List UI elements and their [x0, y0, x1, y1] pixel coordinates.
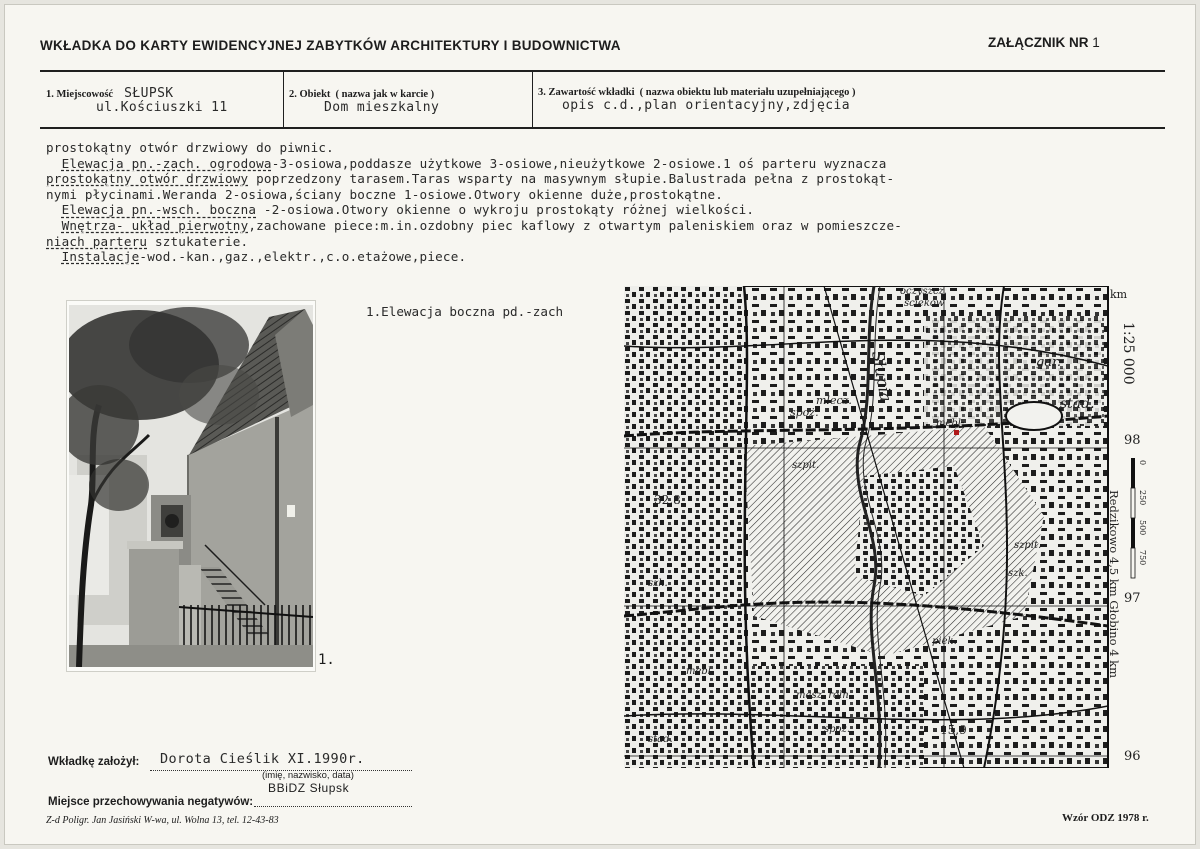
map-label-3: mlecz. — [816, 394, 852, 407]
map-label-2: Słupia — [868, 349, 896, 404]
field-object — [289, 82, 434, 101]
map-label-4: spoż. — [790, 406, 819, 419]
field-locality-label: 1. Miejscowość — [46, 89, 114, 100]
map-label-5: gar. — [1036, 355, 1061, 370]
storage-value: BBiDZ Słupsk — [268, 781, 350, 795]
field-divider-2 — [532, 72, 533, 127]
desc-heading-side-elevation: Elewacja pn.-wsch. boczna — [61, 202, 257, 218]
map-scale-tick-250: 250 — [1138, 490, 1147, 506]
map-label-7: mebl. — [936, 418, 965, 429]
map-label-12: mebl. — [686, 666, 715, 677]
desc-underlined-door: prostokątny otwór drzwiowy — [46, 171, 249, 187]
photo-caption: 1.Elewacja boczna pd.-zach — [366, 304, 564, 319]
desc-line-5: -2-osiowa.Otwory okienne o wykroju prostokąty różnej wielkości. — [256, 202, 755, 218]
annex-label-text: ZAŁĄCZNIK NR — [988, 35, 1089, 50]
map-label-17: szpit. — [1014, 540, 1042, 551]
desc-line-4: nymi płycinami.Weranda 2-osiowa,ściany boczne 1-osiowe.Otwory okienne duże,prostokątne. — [46, 186, 724, 202]
photo-number: 1. — [318, 652, 335, 668]
field-contents-label: 3. Zawartość wkładki — [538, 87, 635, 98]
map-grid-98: 98 — [1124, 433, 1141, 448]
desc-line-2: -3-osiowa,poddasze użytkowe 3-osiowe,nieużytkowe 2-osiowe.1 oś parteru wyznacza — [271, 155, 887, 171]
desc-line-7: sztukaterie. — [147, 233, 249, 249]
map-label-15: spoż. — [824, 724, 851, 735]
map-label-8: szpit. — [792, 460, 820, 471]
map-scale-tick-500: 500 — [1138, 520, 1147, 536]
founder-label: Wkładkę założył: — [48, 756, 140, 768]
field-contents — [538, 80, 856, 99]
field-object-hint: ( nazwa jak w karcie ) — [335, 89, 435, 100]
field-object-value: Dom mieszkalny — [324, 100, 440, 115]
printer-imprint: Z-d Poligr. Jan Jasiński W-wa, ul. Wolna 13, tel. 12-43-83 — [46, 815, 279, 826]
map-label-9: 32,8 — [654, 493, 681, 507]
field-locality-street: ul.Kościuszki 11 — [96, 100, 228, 115]
header-rule-bottom — [40, 127, 1165, 129]
map-label-10: szk. — [648, 578, 668, 589]
map-grid-96: 96 — [1124, 749, 1141, 764]
map-label-16: 15,9 — [940, 723, 967, 737]
map-scale-tick-750: 750 — [1138, 550, 1147, 566]
field-locality-value: SŁUPSK — [124, 86, 174, 101]
map-label-18: szk. — [1008, 568, 1028, 579]
storage-label: Miejsce przechowywania negatywów: — [48, 796, 254, 808]
field-locality — [46, 82, 174, 101]
building-photo — [66, 300, 316, 672]
map-label-13: masz. roln. — [796, 690, 852, 701]
desc-underlined-rooms: niach parteru — [46, 233, 148, 249]
desc-indent — [46, 218, 62, 233]
map-scale-tick-0: 0 — [1138, 460, 1147, 466]
field-contents-value: opis c.d.,plan orientacyjny,zdjęcia — [562, 98, 850, 113]
annex-label — [988, 35, 1100, 50]
map-label-6: stad. — [1060, 396, 1095, 412]
field-contents-hint: ( nazwa obiektu lub materiału uzupełniającego ) — [639, 87, 856, 98]
map-label-1: ścieków — [904, 298, 945, 309]
description-text — [46, 140, 1176, 265]
map-label-14: stad. — [648, 734, 673, 745]
desc-line-3: poprzedzony tarasem.Taras wsparty na masywnym słupie.Balustrada pełna z prostokąt- — [248, 171, 895, 187]
annex-number: 1 — [1092, 35, 1100, 50]
map-label-0: oczyszcz. — [900, 286, 947, 297]
desc-indent — [46, 249, 62, 264]
map-side-text: Redzikowo 4,5 km Głobino 4 km — [1107, 490, 1121, 679]
header-rule-top — [40, 70, 1165, 72]
field-object-label: 2. Obiekt — [289, 89, 331, 100]
desc-heading-garden-elevation: Elewacja pn.-zach. ogrodowa — [61, 155, 272, 171]
desc-line-1: prostokątny otwór drzwiowy do piwnic. — [46, 140, 334, 155]
desc-heading-interiors: Wnętrza- układ pierwotny — [61, 217, 249, 233]
desc-heading-installations: Instalacje — [61, 249, 140, 265]
storage-line — [254, 806, 412, 807]
founder-hint: (imię, nazwisko, data) — [262, 770, 354, 781]
map-grid-97: 97 — [1124, 591, 1141, 606]
desc-indent — [46, 202, 62, 217]
form-pattern: Wzór ODZ 1978 r. — [1062, 812, 1149, 824]
desc-indent — [46, 156, 62, 171]
map-label-11: piek. — [932, 636, 957, 647]
map-unit: km — [1110, 288, 1128, 301]
orientation-map-image — [624, 286, 1150, 768]
form-title: WKŁADKA DO KARTY EWIDENCYJNEJ ZABYTKÓW ARCHITEKTURY I BUDOWNICTWA — [40, 38, 621, 53]
orientation-map — [624, 286, 1150, 768]
field-divider-1 — [283, 72, 284, 127]
desc-line-6: ,zachowane piece:m.in.ozdobny piec kaflowy z otwartym paleniskiem oraz w pomieszcze- — [248, 217, 903, 233]
founder-value: Dorota Cieślik XI.1990r. — [160, 751, 365, 767]
desc-line-8: -wod.-kan.,gaz.,elektr.,c.o.etażowe,piece. — [139, 249, 467, 265]
building-photo-image — [69, 305, 313, 667]
map-scale: 1:25 000 — [1120, 322, 1136, 385]
